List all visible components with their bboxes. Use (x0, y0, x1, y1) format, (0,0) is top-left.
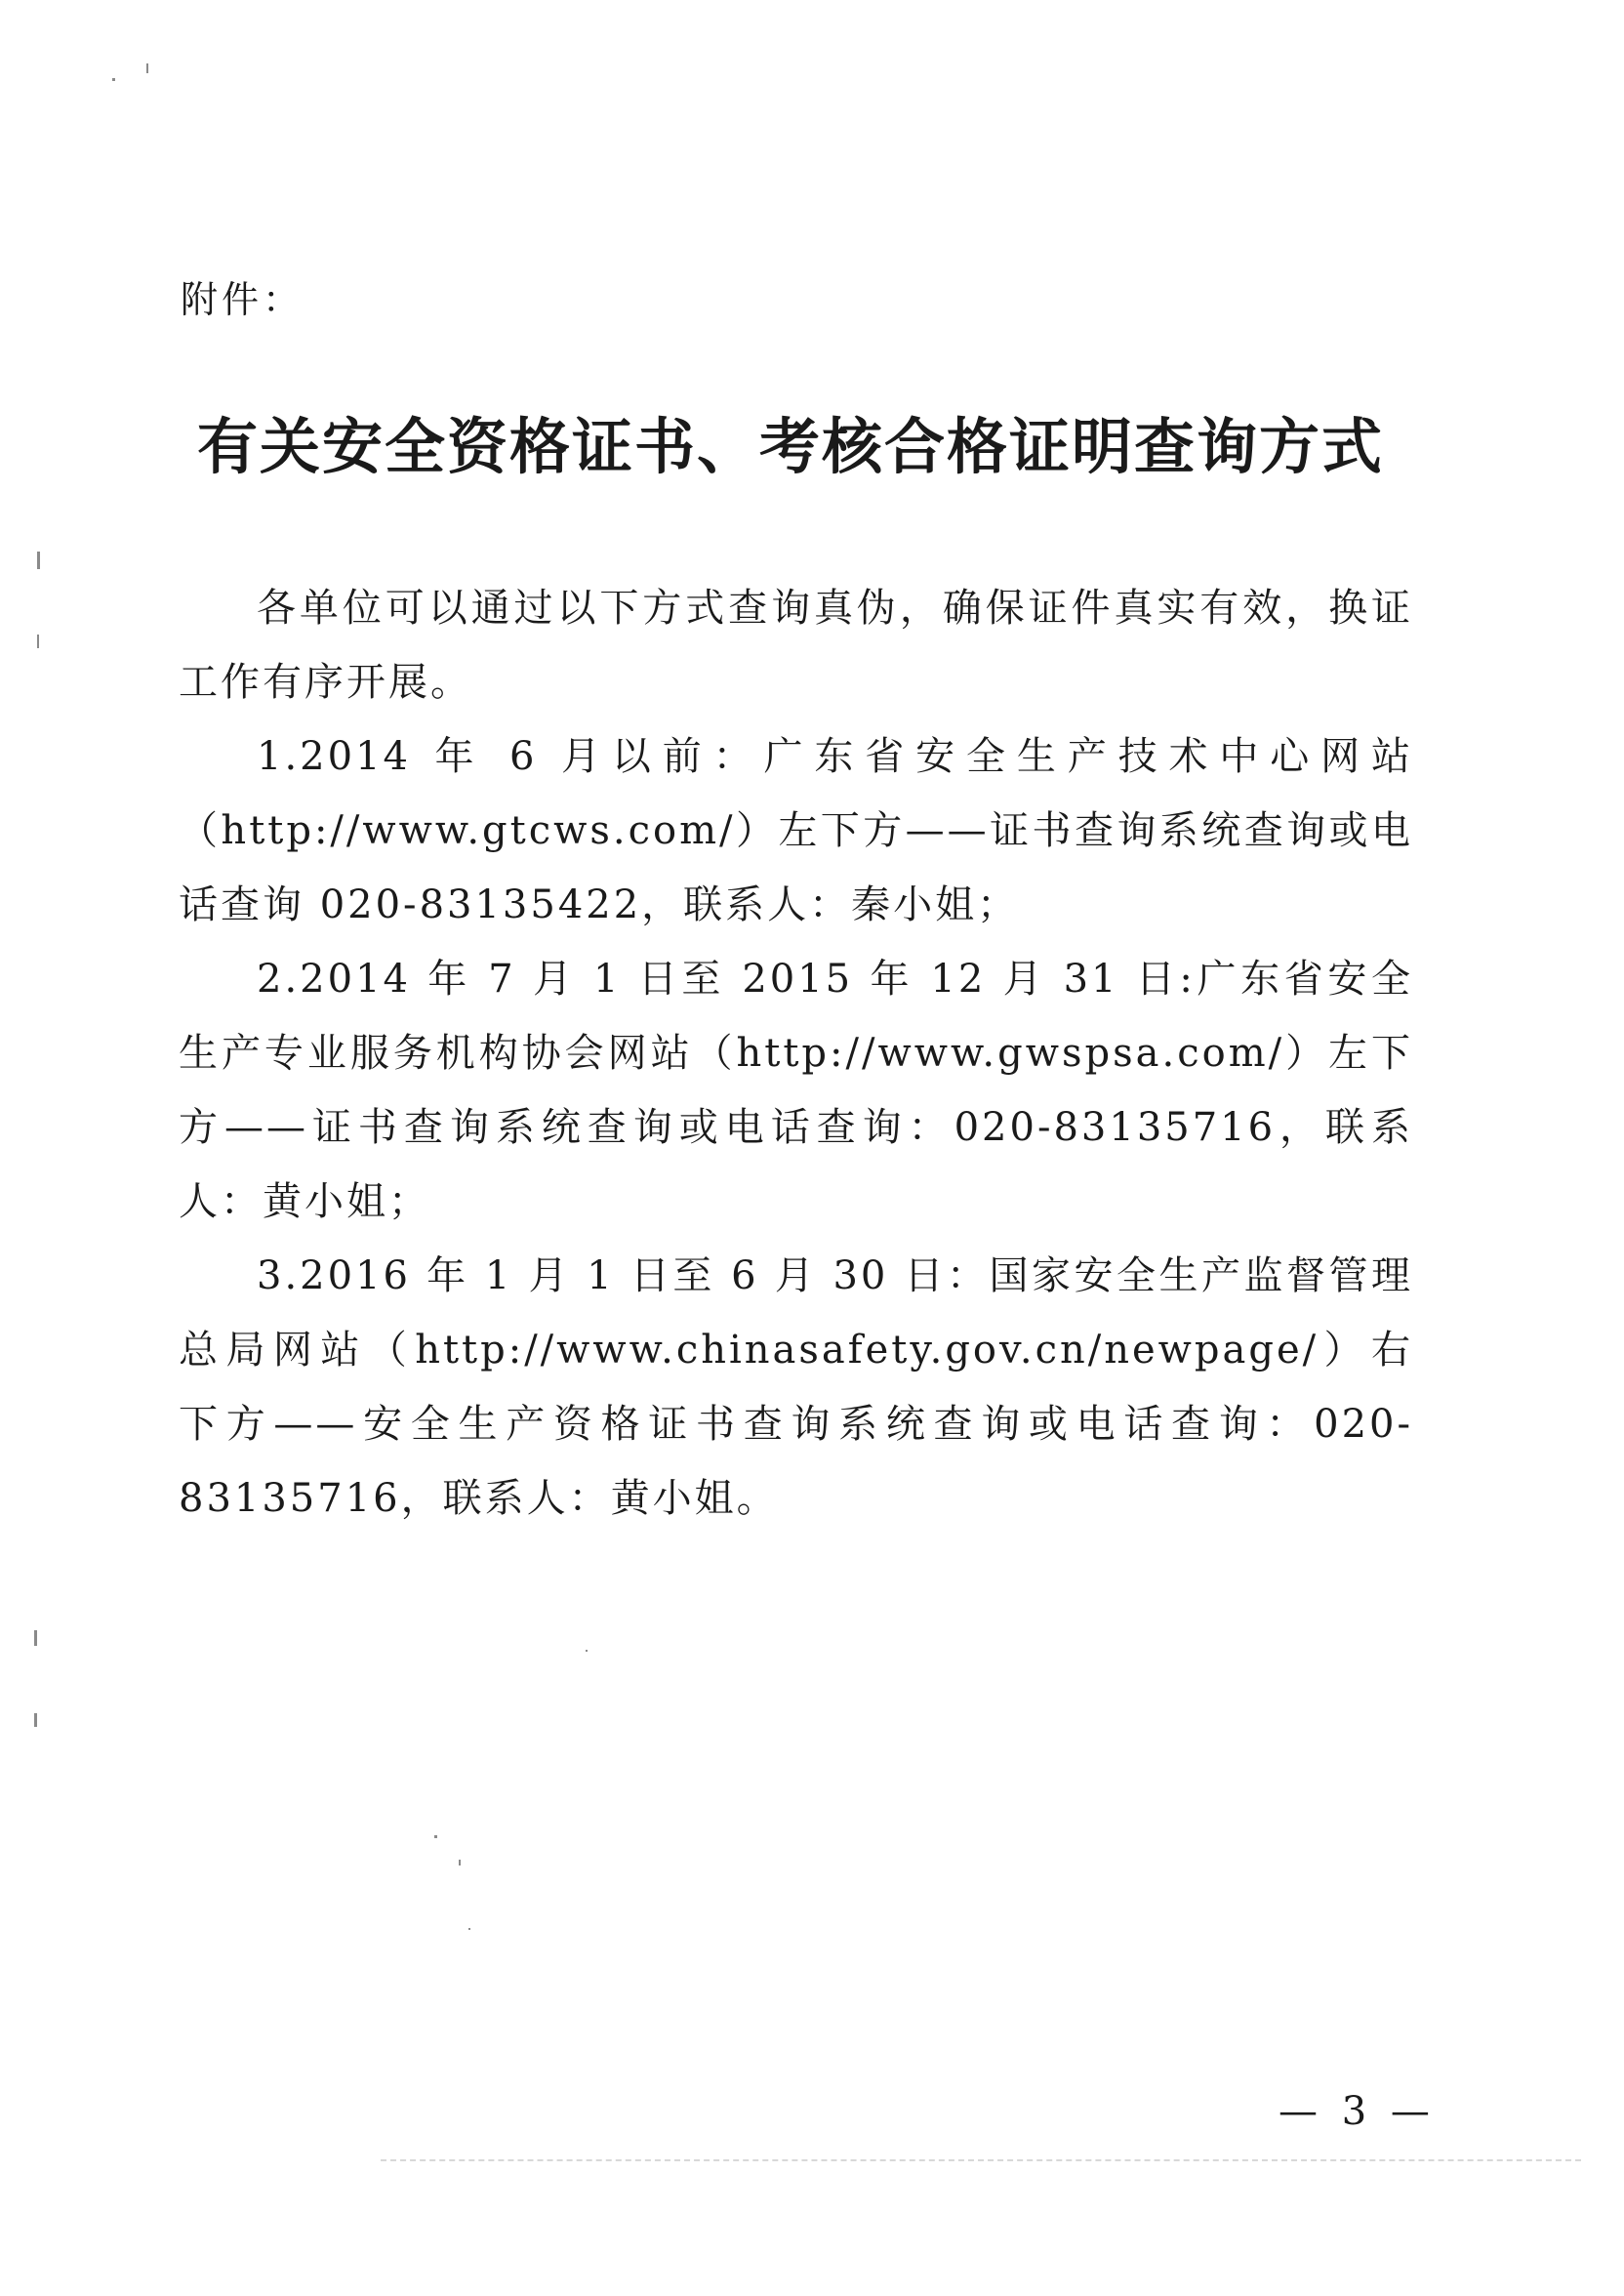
paragraph-item-2: 2.2014 年 7 月 1 日至 2015 年 12 月 31 日:广东省安全生产专业服务机构协会网站（http://www.gwspsa.com/）左下方——证书查询系统查询或电话查询：020-83135716，联系人：黄小姐； (179, 957, 1413, 1224)
document-title: 有关安全资格证书、考核合格证明查询方式 (196, 411, 1384, 482)
paragraph-intro: 各单位可以通过以下方式查询真伪，确保证件真实有效，换证工作有序开展。 (179, 586, 1413, 705)
scan-speck (434, 1835, 437, 1838)
scan-speck (112, 78, 115, 81)
document-body (179, 571, 1413, 1536)
paragraph-item-3: 3.2016 年 1 月 1 日至 6 月 30 日：国家安全生产监督管理总局网站（http://www.chinasafety.gov.cn/newpage/）右下方——安全生产资格证书查询系统查询或电话查询：020-83135716，联系人：黄小姐。 (179, 1253, 1413, 1521)
footer-divider (381, 2159, 1581, 2161)
scan-speck (146, 63, 148, 73)
attachment-label: 附件： (181, 278, 304, 321)
scan-speck (37, 552, 40, 569)
scan-speck (34, 1713, 37, 1727)
paragraph-item-1: 1.2014 年 6 月以前：广东省安全生产技术中心网站（http://www.gtcws.com/）左下方——证书查询系统查询或电话查询 020-83135422，联系人：秦小姐； (179, 734, 1413, 927)
scan-speck (468, 1928, 470, 1930)
scan-speck (459, 1860, 461, 1866)
page-number: — 3 — (1279, 2089, 1436, 2134)
scan-speck (586, 1650, 588, 1652)
scan-speck (37, 635, 39, 648)
scan-speck (34, 1630, 37, 1646)
